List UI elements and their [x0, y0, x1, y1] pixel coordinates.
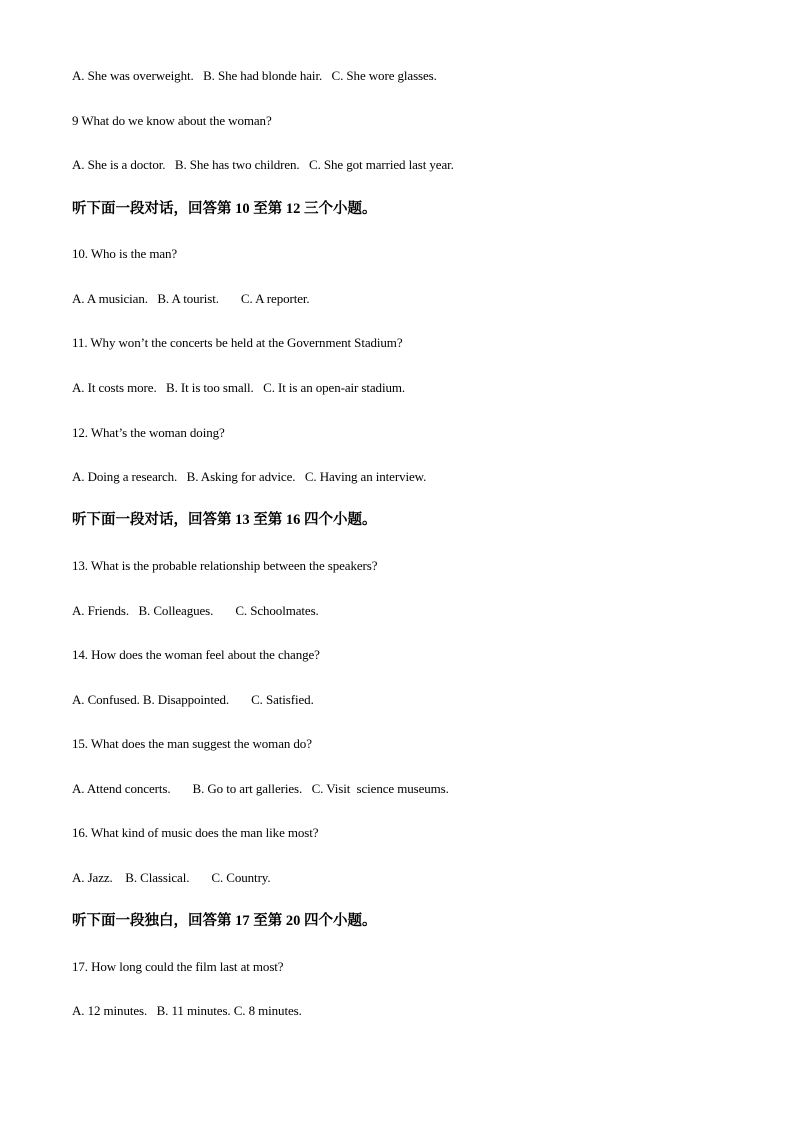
question-12: 12. What’s the woman doing?	[72, 425, 225, 440]
options-q15: A. Attend concerts. B. Go to art galleries. C. Visit science museums.	[72, 781, 449, 796]
options-q16: A. Jazz. B. Classical. C. Country.	[72, 870, 271, 885]
options-q10: A. A musician. B. A tourist. C. A reporter.	[72, 291, 310, 306]
question-16: 16. What kind of music does the man like most?	[72, 825, 319, 840]
options-q11: A. It costs more. B. It is too small. C. It is an open-air stadium.	[72, 380, 406, 395]
section-heading-13-16: 听下面一段对话，回答第 13 至第 16 四个小题。	[72, 512, 377, 528]
options-q12: A. Doing a research. B. Asking for advice. C. Having an interview.	[72, 469, 427, 484]
question-14: 14. How does the woman feel about the change?	[72, 647, 320, 662]
question-13: 13. What is the probable relationship between the speakers?	[72, 558, 378, 573]
options-q14: A. Confused. B. Disappointed. C. Satisfied.	[72, 692, 314, 707]
section-heading-17-20: 听下面一段独白，回答第 17 至第 20 四个小题。	[72, 913, 377, 929]
question-10: 10. Who is the man?	[72, 246, 178, 261]
question-15: 15. What does the man suggest the woman do?	[72, 736, 312, 751]
section-heading-10-12: 听下面一段对话，回答第 10 至第 12 三个小题。	[72, 201, 377, 217]
options-q17: A. 12 minutes. B. 11 minutes. C. 8 minutes.	[72, 1003, 302, 1018]
options-q9: A. She is a doctor. B. She has two children. C. She got married last year.	[72, 157, 454, 172]
question-9: 9 What do we know about the woman?	[72, 113, 272, 128]
options-q13: A. Friends. B. Colleagues. C. Schoolmates.	[72, 603, 319, 618]
options-q8: A. She was overweight. B. She had blonde hair. C. She wore glasses.	[72, 68, 437, 83]
question-17: 17. How long could the film last at most?	[72, 959, 284, 974]
question-11: 11. Why won’t the concerts be held at the Government Stadium?	[72, 335, 403, 350]
